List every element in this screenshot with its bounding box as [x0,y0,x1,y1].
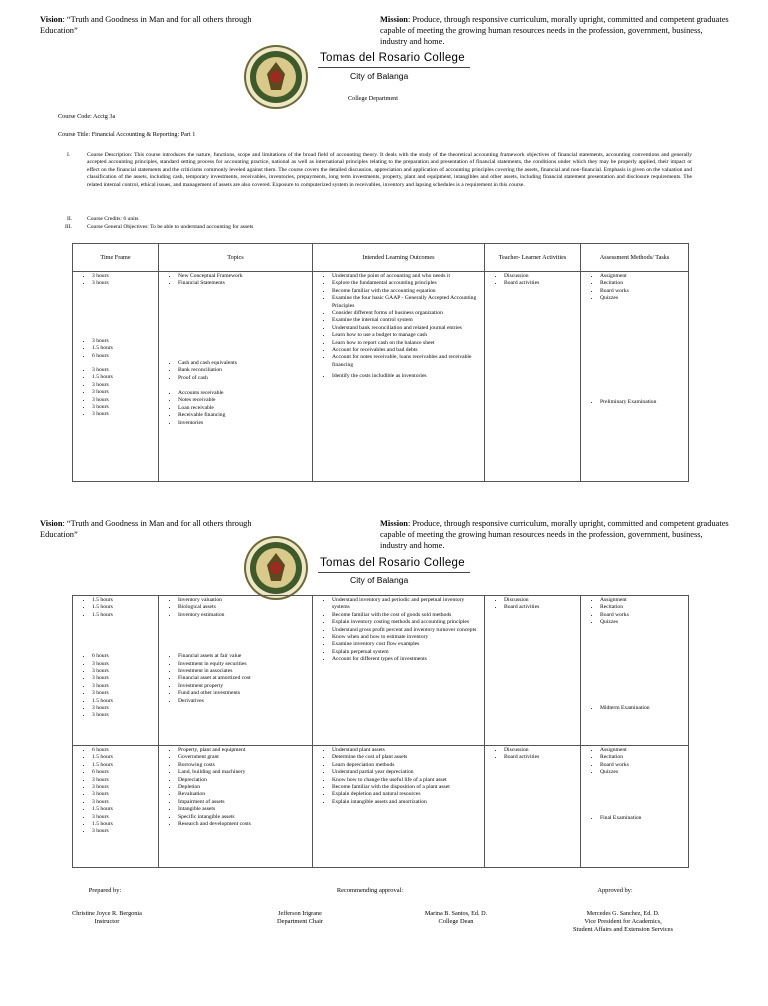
list-item: • 3 hours [92,712,155,719]
column-header: Intended Learning Outcomes [313,244,485,272]
list-item: • Investment property [178,683,309,690]
list-item: • 1.5 hours [92,597,155,604]
list-item: • Recitation [600,754,685,761]
list-item: • 3 hours [92,397,155,404]
list-item: • Explain depletion and natural resources [332,791,481,798]
table-row [73,596,689,746]
section-number: I. [67,152,71,158]
list-item: • Explain perpetual system [332,649,481,656]
list-item: • 1.5 hours [92,698,155,705]
list-item: • Account for different types of investments [332,656,481,663]
list-item: • Examine the internal control system [332,317,481,324]
list-item: • Research and development costs [178,821,309,828]
city-name: City of Balanga [350,71,409,81]
list-item: • Receivable financing [178,412,309,419]
signatory-title: Vice President for Academics, [584,918,662,925]
list-item: • 1.5 hours [92,806,155,813]
signatory-name: Jefferson Irigrane [278,910,322,917]
list-item: • Financial Statements [178,280,309,287]
time-frame-cell [73,746,159,868]
list-item: • Depreciation [178,777,309,784]
column-header: Teacher- Learner Activities [485,244,581,272]
list-item: • 3 hours [92,338,155,345]
syllabus-table-page1 [72,243,689,482]
header-divider [318,572,470,573]
list-item: • Government grant [178,754,309,761]
exam-item: • Final Examination [600,815,685,822]
list-item: • 3 hours [92,668,155,675]
list-item: • Specific intangible assets [178,814,309,821]
signatory-title: Department Chair [277,918,323,925]
list-item: • Notes receivable [178,397,309,404]
list-item: • Discussion [504,273,577,280]
list-item: • Bank reconciliation [178,367,309,374]
list-item: • 3 hours [92,280,155,287]
list-item: • Cash and cash equivalents [178,360,309,367]
course-code: Course Code: Acctg 3a [58,113,116,120]
list-item: • Discussion [504,747,577,754]
list-item: • Examine inventory cost flow examples [332,641,481,648]
list-item: • Biological assets [178,604,309,611]
time-frame-cell [73,596,159,746]
list-item: • Understand gross profit percent and inventory turnover concepts [332,627,481,634]
list-item: • 3 hours [92,784,155,791]
assessment-cell [581,272,689,482]
list-item: • Recitation [600,604,685,611]
list-item: • 1.5 hours [92,612,155,619]
list-item: • 1.5 hours [92,754,155,761]
department-label: College Department [348,95,398,102]
column-header: Time Frame [73,244,159,272]
mission-statement [380,14,730,47]
list-item: • Assignment [600,597,685,604]
list-item: • Know when and how to estimate inventory [332,634,481,641]
list-item: • 3 hours [92,273,155,280]
list-item: • 3 hours [92,404,155,411]
list-item: • Understand bank reconciliation and related journal entries [332,325,481,332]
list-item: • 3 hours [92,389,155,396]
list-item: • 3 hours [92,777,155,784]
topics-cell [159,596,313,746]
city-name: City of Balanga [350,575,409,585]
vision-statement [40,14,290,36]
list-item: • New Conceptual Framework [178,273,309,280]
list-item: • Quizzes [600,295,685,302]
list-item: • Derivatives [178,698,309,705]
list-item: • Understand plant assets [332,747,481,754]
list-item: • Assignment [600,747,685,754]
list-item: • 1.5 hours [92,762,155,769]
list-item: • 3 hours [92,791,155,798]
prepared-by-label: Prepared by: [88,887,122,894]
list-item: • Examine the four basic GAAP - Generally Accepted Accounting Principles [332,295,481,310]
list-item: • Quizzes [600,769,685,776]
syllabus-table-page2 [72,595,689,868]
list-item: • Financial asset at amortized cost [178,675,309,682]
list-item: • Board works [600,288,685,295]
assessment-cell [581,596,689,746]
signatory-vice-president [548,910,698,934]
list-item: • 3 hours [92,411,155,418]
signatory-title: Student Affairs and Extension Services [573,926,673,933]
outcomes-cell [313,596,485,746]
course-title: Course Title: Financial Accounting & Reporting: Part 1 [58,131,196,138]
signatory-name: Marina B. Santos, Ed. D. [424,910,488,917]
outcomes-cell [313,746,485,868]
list-item: • 6 hours [92,747,155,754]
course-objectives: Course General Objectives: To be able to understand accounting for assets [87,224,254,230]
list-item: • Board activities [504,280,577,287]
approved-by-label: Approved by: [597,887,633,894]
topics-cell [159,746,313,868]
activities-cell [485,272,581,482]
list-item: • Consider different forms of business organization [332,310,481,317]
course-description: Course Description: This course introduces the nature, functions, scope and limitations of the broad field of accounting theory. It deals with the study of the theoretical accounting framework objectives of financial statements, accounting conventions and generally accepted accounting principles, standard setting process for accounting practice, national as well as international principles relating to the preparation and presentation of financial statements, the conditions under which they may be properly applied, their impact or effect on the financial statements and the criticisms commonly leveled against them. The course covers the detailed discussion, appreciation and application of accounting principles covering the assets, financial and non-financial. Emphasis is given on the valuation and classification of the assets, including cash, temporary investments, receivables, inventories, prepayments, long term investments, property, plant and equipment, intangibles and other assets, including financial statement presentation and disclosure requirements. The related internal control, ethical issues, and management of assets are also covered. Exposure to computerized system in receivables, inventory and lapsing schedules is a requirement in this course. [87,152,692,188]
list-item: • Become familiar with the cost of goods sold methods [332,612,481,619]
list-item: • Borrowing costs [178,762,309,769]
list-item: • 3 hours [92,382,155,389]
list-item: • Understand the point of accounting and who needs it [332,273,481,280]
mission-text: : Produce, through responsive curriculum, morally upright, committed and competent graduates capable of meeting the growing human resources needs in the profession, government, business, industry and home. [380,15,729,46]
list-item: • Determine the cost of plant assets [332,754,481,761]
college-name: Tomas del Rosario College [320,52,465,64]
college-seal-logo [243,44,309,110]
list-item: • 3 hours [92,814,155,821]
list-item: • 1.5 hours [92,604,155,611]
table-header-row [73,244,689,272]
mission-text: : Produce, through responsive curriculum, morally upright, committed and competent graduates capable of meeting the growing human resources needs in the profession, government, business, industry and home. [380,519,729,550]
list-item: • Inventory estimation [178,612,309,619]
exam-item: • Preliminary Examination [600,399,685,406]
list-item: • 3 hours [92,690,155,697]
list-item: • Depletion [178,784,309,791]
time-frame-cell [73,272,159,482]
table-row [73,746,689,868]
course-credits: Course Credits: 6 units [87,216,139,222]
header-divider [318,67,470,68]
list-item: • Explain inventory costing methods and accounting principles [332,619,481,626]
mission-label: Mission [380,519,408,528]
college-seal-logo [243,535,309,601]
list-item: • 3 hours [92,661,155,668]
activities-cell [485,746,581,868]
list-item: • Understand inventory and periodic and perpetual inventory systems [332,597,481,612]
list-item: • Identify the costs includible as inventories [332,373,481,380]
activities-cell [485,596,581,746]
list-item: • Understand partial year depreciation [332,769,481,776]
table-row [73,272,689,482]
list-item: • Board activities [504,754,577,761]
list-item: • Loan receivable [178,405,309,412]
list-item: • Investment in associates [178,668,309,675]
list-item: • 1.5 hours [92,374,155,381]
list-item: • Account for receivables and bad debts [332,347,481,354]
column-header: Topics [159,244,313,272]
vision-text: : “Truth and Goodness in Man and for all others through Education” [40,15,252,35]
list-item: • 3 hours [92,705,155,712]
list-item: • Become familiar with the accounting equation [332,288,481,295]
list-item: • Learn how to use a budget to manage cash [332,332,481,339]
exam-item: • Midterm Examination [600,705,685,712]
list-item: • Learn how to report cash on the balance sheet [332,340,481,347]
college-name: Tomas del Rosario College [320,557,465,569]
list-item: • Recitation [600,280,685,287]
list-item: • Know how to change the useful life of a plant asset [332,777,481,784]
vision-label: Vision [40,15,63,24]
list-item: • Assignment [600,273,685,280]
list-item: • 3 hours [92,367,155,374]
list-item: • Become familiar with the disposition of a plant asset [332,784,481,791]
list-item: • Explore the fundamental accounting principles [332,280,481,287]
signatory-instructor [44,910,170,926]
recommending-approval-label: Recommending approval: [336,887,404,894]
signatory-name: Mercedes G. Sanchez, Ed. D. [586,910,660,917]
list-item: • Inventory valuation [178,597,309,604]
list-item: • Accounts receivable [178,390,309,397]
signatory-department-chair [240,910,360,926]
list-item: • Board activities [504,604,577,611]
list-item: • Fund and other investments [178,690,309,697]
list-item: • 3 hours [92,828,155,835]
list-item: • 6 hours [92,769,155,776]
list-item: • Land, building and machinery [178,769,309,776]
list-item: • Quizzes [600,619,685,626]
column-header: Assessment Methods/ Tasks [581,244,689,272]
list-item: • 3 hours [92,683,155,690]
mission-label: Mission [380,15,408,24]
assessment-cell [581,746,689,868]
list-item: • Explain intangible assets and amortization [332,799,481,806]
list-item: • 3 hours [92,799,155,806]
vision-text: : “Truth and Goodness in Man and for all others through Education” [40,519,252,539]
list-item: • Intangible assets [178,806,309,813]
list-item: • Board works [600,762,685,769]
list-item: • 1.5 hours [92,821,155,828]
list-item: • 3 hours [92,675,155,682]
list-item: • Learn depreciation methods [332,762,481,769]
mission-statement [380,518,730,551]
list-item: • Inventories [178,420,309,427]
section-number: III. [65,224,72,230]
list-item: • Discussion [504,597,577,604]
list-item: • Account for notes receivable, loans receivables and receivable financing [332,354,481,369]
section-number: II. [67,216,73,222]
list-item: • 6 hours [92,653,155,660]
list-item: • Impairment of assets [178,799,309,806]
list-item: • Revaluation [178,791,309,798]
list-item: • Financial assets at fair value [178,653,309,660]
signatory-college-dean [396,910,516,926]
list-item: • Proof of cash [178,375,309,382]
vision-label: Vision [40,519,63,528]
list-item: • Investment in equity securities [178,661,309,668]
list-item: • 1.5 hours [92,345,155,352]
list-item: • 6 hours [92,353,155,360]
list-item: • Board works [600,612,685,619]
outcomes-cell [313,272,485,482]
list-item: • Property, plant and equipment [178,747,309,754]
topics-cell [159,272,313,482]
signatory-name: Christine Joyce R. Bergonia [72,910,142,917]
signatory-title: Instructor [94,918,120,925]
signatory-title: College Dean [438,918,474,925]
